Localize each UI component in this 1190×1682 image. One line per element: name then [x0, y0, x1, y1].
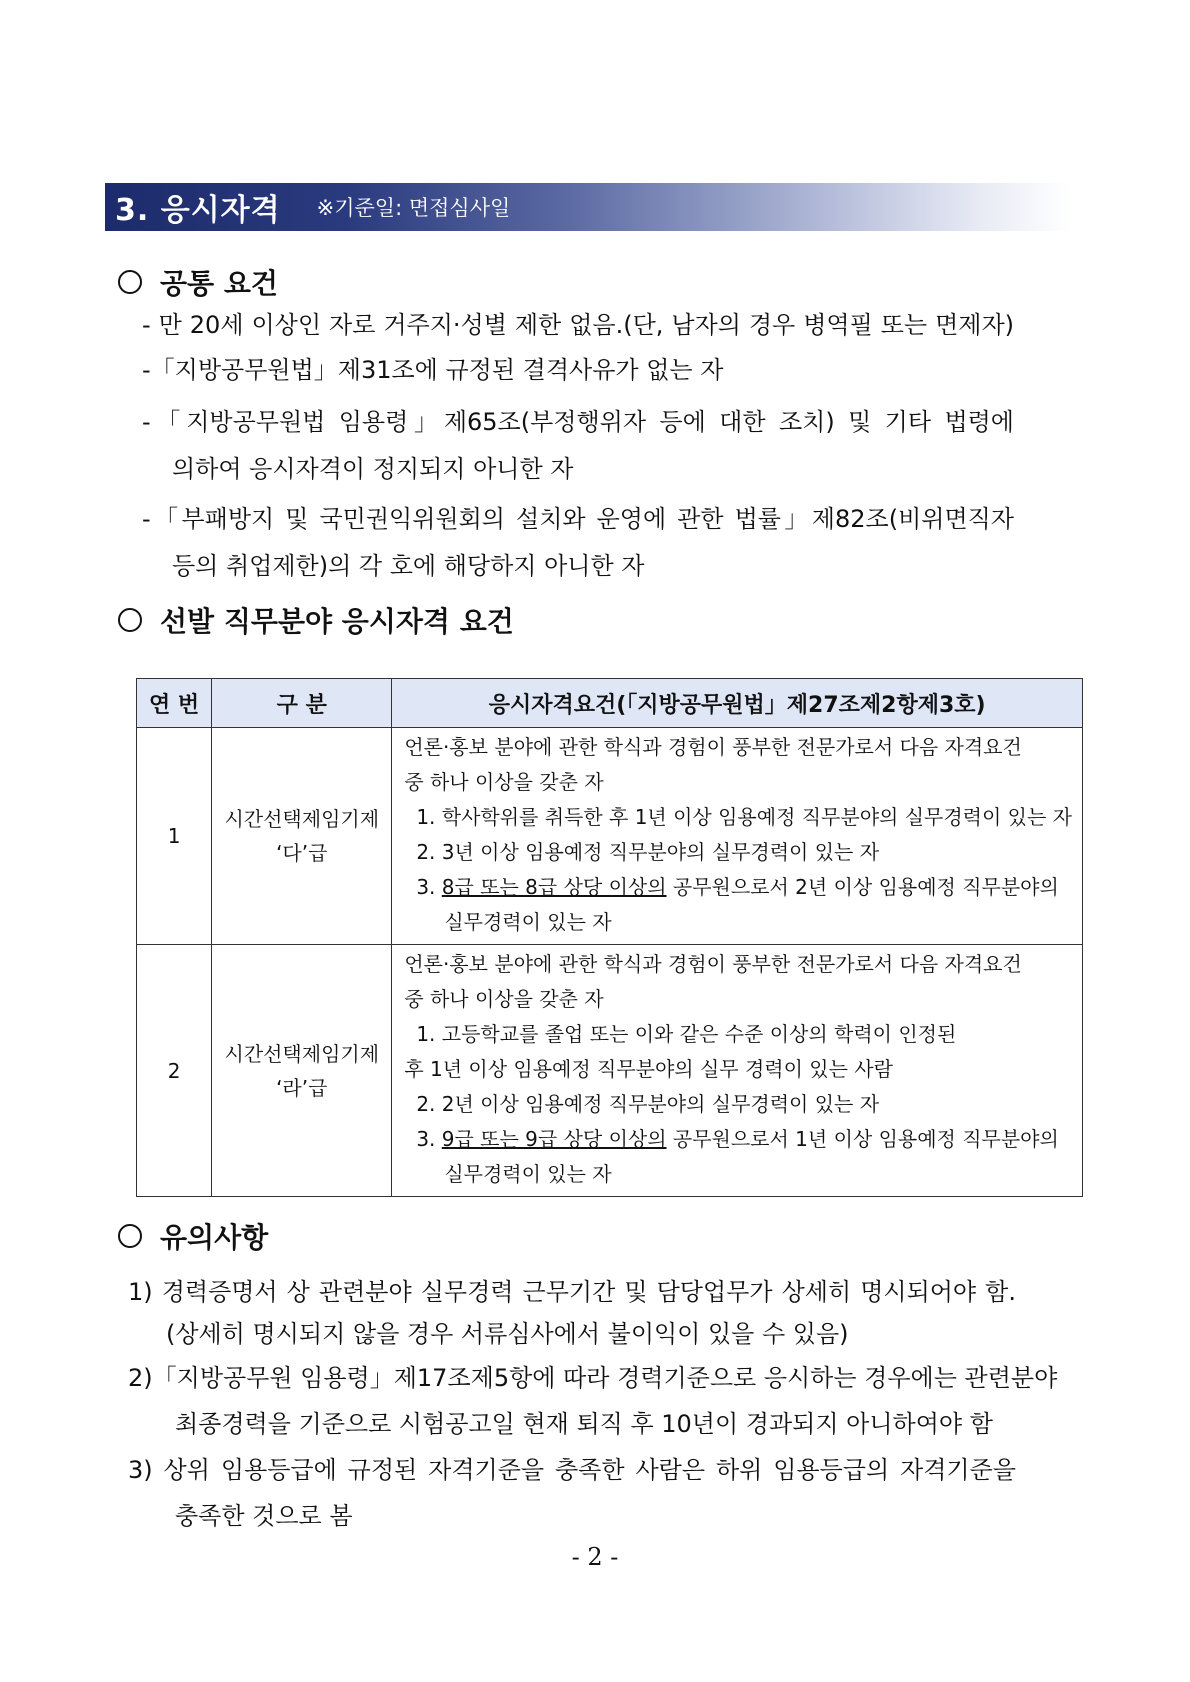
underlined-grade: 9급 또는 9급 상당 이상의 — [441, 1127, 667, 1151]
requirement-intro-cont: 중 하나 이상을 갖춘 자 — [404, 987, 604, 1011]
section-title: 3. 응시자격 — [115, 193, 281, 228]
requirement-item-2: 2. 2년 이상 임용예정 직무분야의 실무경력이 있는 자 — [416, 1092, 880, 1116]
note-1-line-2: (상세히 명시되지 않을 경우 서류심사에서 불이익이 있을 수 있음) — [166, 1320, 849, 1348]
section-header-bar — [105, 183, 1070, 231]
heading-text: 선발 직무분야 응시자격 요건 — [160, 605, 514, 638]
category-name: 시간선택제임기제 — [224, 807, 380, 831]
underlined-grade: 8급 또는 8급 상당 이상의 — [441, 875, 667, 899]
requirement-intro-cont: 중 하나 이상을 갖춘 자 — [404, 770, 604, 794]
note-2-line-1: 2)「지방공무원 임용령」제17조제5항에 따라 경력기준으로 응시하는 경우에는 관련분야 — [128, 1364, 1058, 1392]
common-item-2: -「지방공무원법」제31조에 규정된 결격사유가 없는 자 — [142, 356, 724, 384]
circle-bullet-icon — [118, 608, 142, 632]
common-item-4-line-1: -「부패방지 및 국민권익위원회의 설치와 운영에 관한 법률」제82조(비위면직자 — [142, 505, 1014, 533]
requirement-item-1: 1. 고등학교를 졸업 또는 이와 같은 수준 이상의 학력이 인정된 — [416, 1022, 957, 1046]
row-number: 2 — [137, 945, 212, 1197]
heading-text: 공통 요건 — [160, 267, 278, 300]
note-3-line-2: 충족한 것으로 봄 — [175, 1502, 353, 1530]
selection-requirements-heading — [118, 600, 514, 640]
note-1-line-1: 1) 경력증명서 상 관련분야 실무경력 근무기간 및 담당업무가 상세히 명시되어야 함. — [128, 1278, 1016, 1306]
header-requirements: 응시자격요건(「지방공무원법」제27조제2항제3호) — [392, 679, 1083, 728]
section-reference-date: ※기준일: 면접심사일 — [316, 196, 511, 220]
requirements-table — [136, 678, 1083, 1197]
requirement-intro: 언론·홍보 분야에 관한 학식과 경험이 풍부한 전문가로서 다음 자격요건 — [404, 952, 1022, 976]
common-item-3-line-2: 의하여 응시자격이 정지되지 아니한 자 — [172, 455, 574, 483]
row-number: 1 — [137, 728, 212, 945]
item-prefix: 3. — [416, 875, 442, 899]
requirement-item-1-cont: 후 1년 이상 임용예정 직무분야의 실무 경력이 있는 사람 — [404, 1057, 893, 1081]
category-grade: ‘다’급 — [276, 841, 328, 865]
requirement-item-3-cont: 실무경력이 있는 자 — [444, 910, 612, 934]
requirement-intro: 언론·홍보 분야에 관한 학식과 경험이 풍부한 전문가로서 다음 자격요건 — [404, 735, 1022, 759]
circle-bullet-icon — [118, 270, 142, 294]
item-prefix: 3. — [416, 1127, 442, 1151]
page-number: - 2 - — [571, 1543, 619, 1571]
header-category: 구 분 — [212, 679, 392, 728]
note-2-line-2: 최종경력을 기준으로 시험공고일 현재 퇴직 후 10년이 경과되지 아니하여야 함 — [175, 1410, 993, 1438]
note-3-line-1: 3) 상위 임용등급에 규정된 자격기준을 충족한 사람은 하위 임용등급의 자격기준을 — [128, 1456, 1016, 1484]
requirement-item-3-cont: 실무경력이 있는 자 — [444, 1162, 612, 1186]
table-header-row — [137, 679, 1083, 728]
common-item-3-line-1: -「지방공무원법 임용령」제65조(부정행위자 등에 대한 조치) 및 기타 법령에 — [142, 408, 1014, 436]
item-rest: 공무원으로서 2년 이상 임용예정 직무분야의 — [666, 875, 1059, 899]
row-category — [212, 945, 392, 1197]
row-category — [212, 728, 392, 945]
common-item-4-line-2: 등의 취업제한)의 각 호에 해당하지 아니한 자 — [172, 552, 645, 580]
common-item-1: - 만 20세 이상인 자로 거주지·성별 제한 없음.(단, 남자의 경우 병역필 또는 면제자) — [142, 311, 1014, 339]
notes-heading — [118, 1216, 268, 1256]
requirement-item-3 — [404, 1122, 1072, 1157]
table-row — [137, 945, 1083, 1197]
heading-text: 유의사항 — [160, 1221, 269, 1254]
item-rest: 공무원으로서 1년 이상 임용예정 직무분야의 — [666, 1127, 1059, 1151]
row-requirements — [392, 728, 1083, 945]
requirement-item-1: 1. 학사학위를 취득한 후 1년 이상 임용예정 직무분야의 실무경력이 있는 자 — [416, 805, 1072, 829]
common-requirements-heading — [118, 262, 278, 302]
category-grade: ‘라’급 — [276, 1075, 328, 1100]
circle-bullet-icon — [118, 1224, 142, 1248]
header-number: 연 번 — [137, 679, 212, 728]
row-requirements — [392, 945, 1083, 1197]
category-name: 시간선택제임기제 — [224, 1041, 380, 1066]
table-row — [137, 728, 1083, 945]
requirement-item-3 — [404, 870, 1072, 905]
requirement-item-2: 2. 3년 이상 임용예정 직무분야의 실무경력이 있는 자 — [416, 840, 880, 864]
